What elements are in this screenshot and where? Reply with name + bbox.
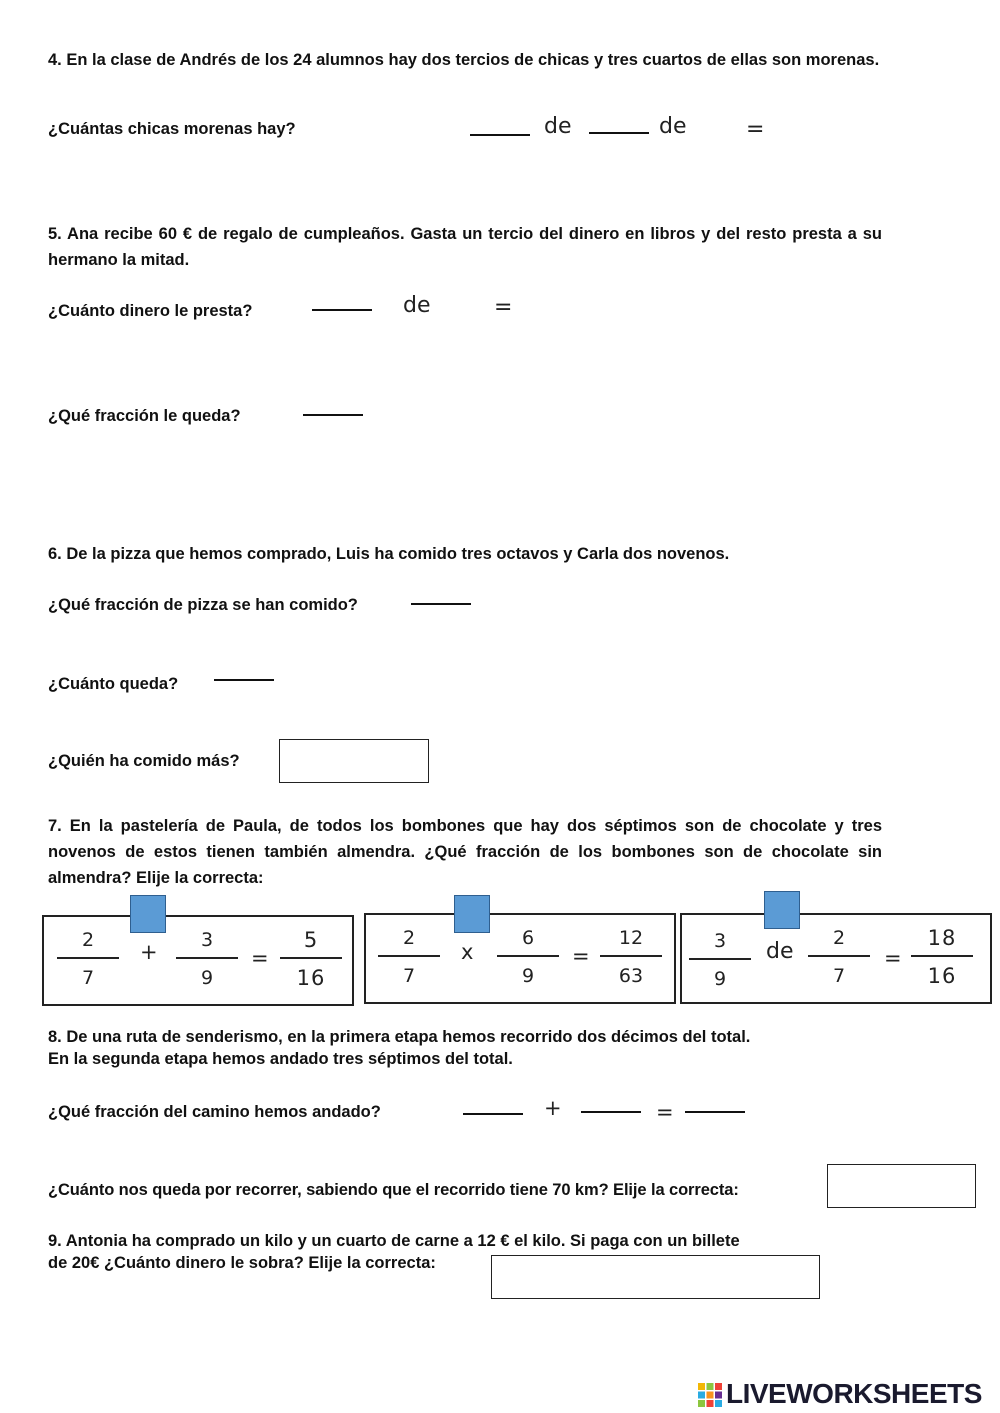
de-label: de <box>403 293 431 318</box>
equals-sign: = <box>494 295 513 320</box>
denominator: 7 <box>81 967 95 989</box>
question-8-prompt-2: ¿Cuánto nos queda por recorrer, sabiendo que el recorrido tiene 70 km? Elije la correcta: <box>48 1181 739 1199</box>
fraction-a <box>378 924 440 990</box>
answer-blank-4a[interactable] <box>470 134 530 136</box>
numerator: 2 <box>832 927 846 949</box>
question-8-prompt-1: ¿Qué fracción del camino hemos andado? <box>48 1103 381 1121</box>
de-label: de <box>659 114 687 139</box>
option-select-2[interactable] <box>454 895 490 933</box>
question-8-text-line-2: En la segunda etapa hemos andado tres séptimos del total. <box>48 1050 513 1068</box>
question-5-text: 5. Ana recibe 60 € de regalo de cumpleaños. Gasta un tercio del dinero en libros y del resto presta a su hermano la mitad. <box>48 225 882 269</box>
numerator: 6 <box>521 927 535 949</box>
answer-blank-8a[interactable] <box>463 1113 523 1115</box>
question-6-prompt-2: ¿Cuánto queda? <box>48 675 179 693</box>
answer-blank-8c[interactable] <box>685 1111 745 1113</box>
denominator: 9 <box>521 965 535 987</box>
fraction-bar <box>57 957 119 959</box>
logo-icon <box>698 1383 722 1407</box>
answer-blank-6b[interactable] <box>214 679 274 681</box>
question-6-prompt-1: ¿Qué fracción de pizza se han comido? <box>48 596 358 614</box>
equals-sign: = <box>251 946 269 970</box>
equals-sign: = <box>656 1100 674 1124</box>
denominator: 16 <box>296 966 326 990</box>
equals-sign: = <box>884 946 902 970</box>
answer-blank-5b[interactable] <box>303 414 363 416</box>
numerator: 2 <box>81 929 95 951</box>
question-4-text: 4. En la clase de Andrés de los 24 alumnos hay dos tercios de chicas y tres cuartos de ellas son morenas. <box>48 51 880 69</box>
question-8-text-line-1: 8. De una ruta de senderismo, en la primera etapa hemos recorrido dos décimos del total. <box>48 1028 751 1046</box>
answer-box-8[interactable] <box>827 1164 976 1208</box>
question-6-prompt-3: ¿Quién ha comido más? <box>48 752 240 770</box>
numerator: 3 <box>713 930 727 952</box>
numerator: 5 <box>303 928 319 952</box>
question-6-text: 6. De la pizza que hemos comprado, Luis ha comido tres octavos y Carla dos novenos. <box>48 545 730 563</box>
fraction-bar <box>497 955 559 957</box>
question-4-prompt: ¿Cuántas chicas morenas hay? <box>48 120 296 138</box>
denominator: 7 <box>402 965 416 987</box>
fraction-bar <box>378 955 440 957</box>
multiply-operator: x <box>461 940 474 964</box>
fraction-result <box>600 924 662 990</box>
option-select-1[interactable] <box>130 895 166 933</box>
de-label: de <box>544 114 572 139</box>
fraction-bar <box>176 957 238 959</box>
answer-box-9[interactable] <box>491 1255 820 1299</box>
fraction-b <box>808 924 870 990</box>
answer-blank-4b[interactable] <box>589 132 649 134</box>
denominator: 16 <box>927 964 957 988</box>
denominator: 9 <box>713 968 727 990</box>
logo-text: LIVEWORKSHEETS <box>726 1378 982 1409</box>
fraction-a <box>689 927 751 993</box>
denominator: 9 <box>200 967 214 989</box>
numerator: 3 <box>200 929 214 951</box>
denominator: 63 <box>618 965 644 987</box>
question-5-prompt-2: ¿Qué fracción le queda? <box>48 407 241 425</box>
fraction-b <box>497 924 559 990</box>
equals-sign: = <box>746 117 765 142</box>
fraction-result <box>280 926 342 992</box>
question-5-prompt-1: ¿Cuánto dinero le presta? <box>48 302 253 320</box>
plus-operator: + <box>544 1096 562 1120</box>
fraction-b <box>176 926 238 992</box>
answer-blank-6a[interactable] <box>411 603 471 605</box>
fraction-a <box>57 926 119 992</box>
fraction-bar <box>600 955 662 957</box>
fraction-bar <box>689 958 751 960</box>
fraction-bar <box>808 955 870 957</box>
fraction-result <box>911 924 973 990</box>
numerator: 18 <box>927 926 957 950</box>
option-select-3[interactable] <box>764 891 800 929</box>
fraction-bar <box>280 957 342 959</box>
numerator: 2 <box>402 927 416 949</box>
numerator: 12 <box>618 927 644 949</box>
plus-operator: + <box>140 940 158 964</box>
question-9-text-line-2: de 20€ ¿Cuánto dinero le sobra? Elije la correcta: <box>48 1254 436 1272</box>
answer-blank-5a[interactable] <box>312 309 372 311</box>
question-7-text: 7. En la pastelería de Paula, de todos los bombones que hay dos séptimos son de chocolate y tres novenos de estos tienen también almendra. ¿Qué fracción de los bombones son de chocolate sin almendra? Elije la correcta: <box>48 817 882 887</box>
question-9-text-line-1: 9. Antonia ha comprado un kilo y un cuarto de carne a 12 € el kilo. Si paga con un billete <box>48 1232 740 1250</box>
denominator: 7 <box>832 965 846 987</box>
answer-box-6[interactable] <box>279 739 429 783</box>
de-label: de <box>766 939 794 964</box>
equals-sign: = <box>572 944 590 968</box>
liveworksheets-logo <box>698 1378 994 1410</box>
fraction-bar <box>911 955 973 957</box>
answer-blank-8b[interactable] <box>581 1111 641 1113</box>
